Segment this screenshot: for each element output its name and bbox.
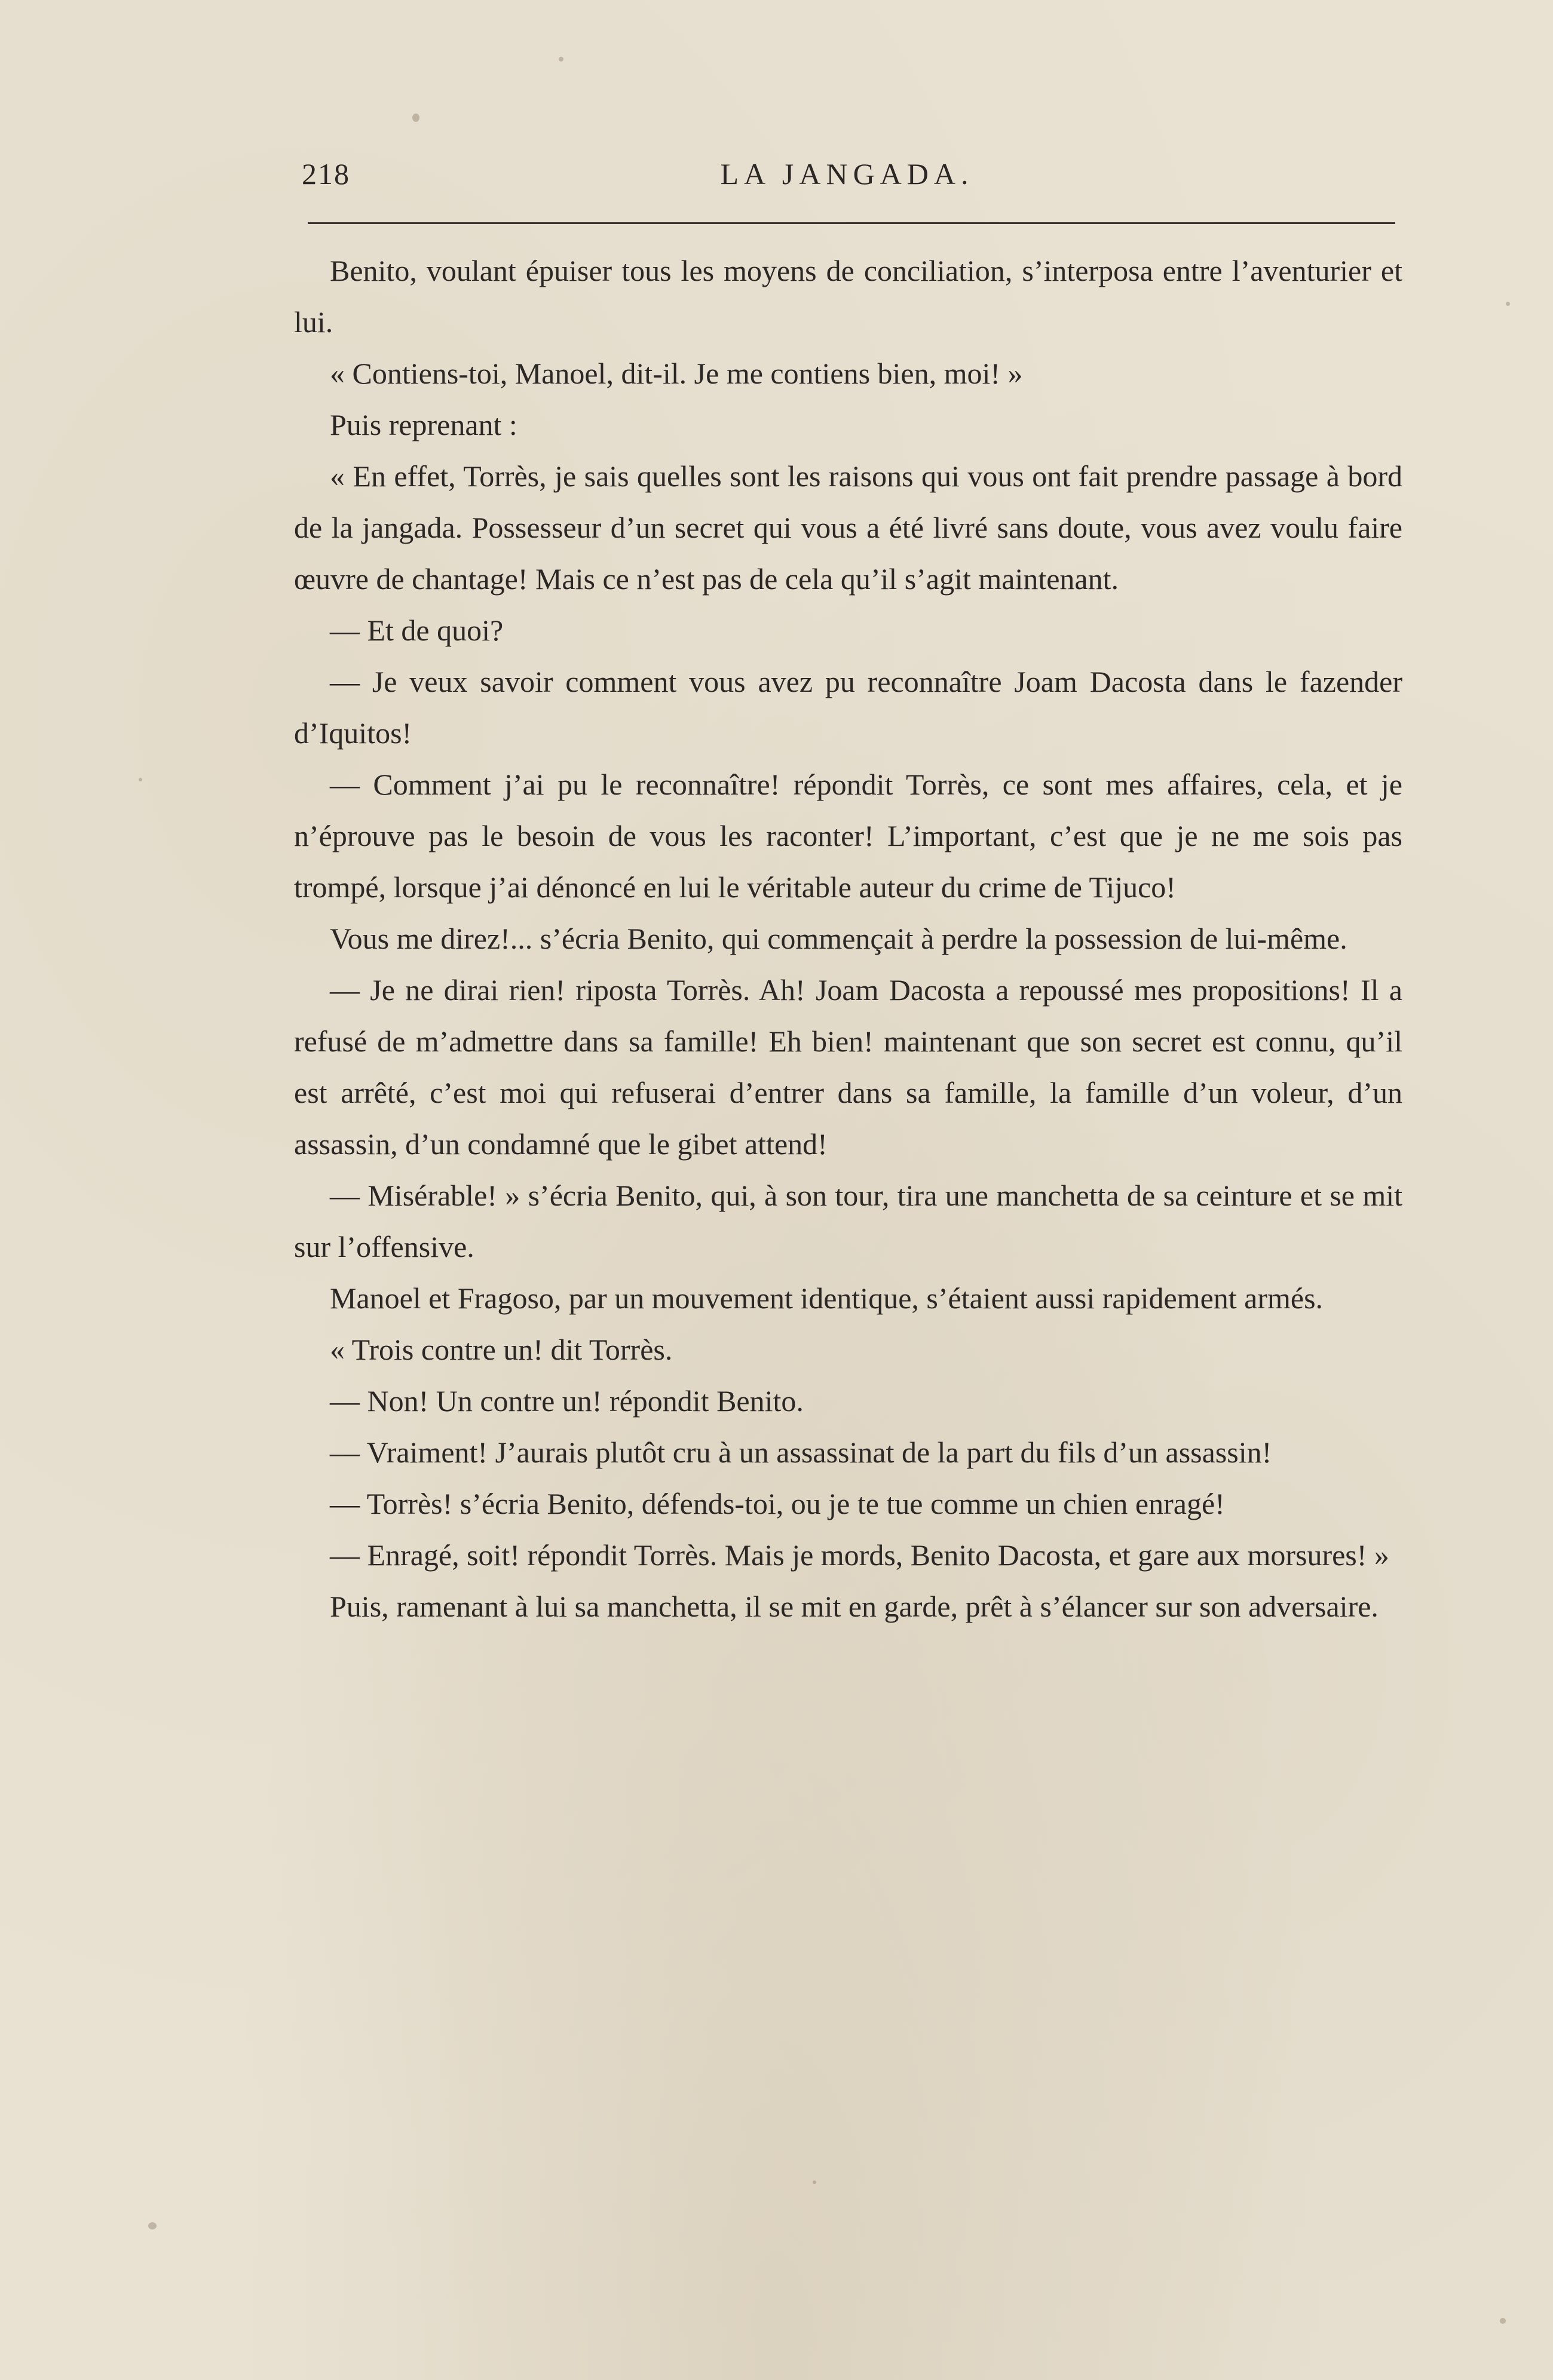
paper-speck	[559, 57, 563, 62]
header-rule	[308, 222, 1395, 224]
paper-speck	[412, 114, 419, 122]
paragraph: — Vraiment! J’aurais plutôt cru à un assassinat de la part du fils d’un assassin!	[330, 1436, 1272, 1469]
paragraph: — Je ne dirai rien! riposta Torrès. Ah! Joam Dacosta a repoussé mes propositions! Il a refusé de m’admettre dans sa famille! Eh bien! maintenant que son secret est connu, qu’il est arrêté, c’est moi qui refuserai d’entrer dans sa famille, la famille d’un voleur, d’un assassin, d’un condamné que le gibet attend!	[294, 973, 1402, 1161]
paragraph: « En effet, Torrès, je sais quelles sont les raisons qui vous ont fait prendre passage à bord de la jangada. Possesseur d’un secret qui vous a été livré sans doute, vous avez voulu faire œuvre de chantage! Mais ce n’est pas de cela qu’il s’agit maintenant.	[294, 459, 1402, 596]
paragraph: — Non! Un contre un! répondit Benito.	[330, 1384, 804, 1418]
paper-speck	[148, 2222, 157, 2229]
paragraph: — Enragé, soit! répondit Torrès. Mais je mords, Benito Dacosta, et gare aux morsures! »	[330, 1538, 1389, 1572]
paragraph: — Misérable! » s’écria Benito, qui, à son tour, tira une manchetta de sa ceinture et se mit sur l’offensive.	[294, 1179, 1402, 1263]
paragraph: Vous me direz!... s’écria Benito, qui commençait à perdre la possession de lui-même.	[330, 922, 1347, 955]
paragraph: — Et de quoi?	[330, 614, 504, 647]
paragraph: — Torrès! s’écria Benito, défends-toi, ou je te tue comme un chien enragé!	[330, 1487, 1225, 1520]
paragraph: Benito, voulant épuiser tous les moyens de conciliation, s’interposa entre l’aventurier et lui.	[294, 254, 1402, 339]
paper-speck	[139, 778, 142, 781]
paragraph: « Contiens-toi, Manoel, dit-il. Je me contiens bien, moi! »	[330, 357, 1023, 390]
page-header	[296, 157, 1398, 198]
page-number: 218	[302, 157, 350, 191]
paper-speck	[1500, 2318, 1506, 2324]
paragraph: Manoel et Fragoso, par un mouvement identique, s’étaient aussi rapidement armés.	[330, 1281, 1324, 1315]
paragraph: Puis, ramenant à lui sa manchetta, il se mit en garde, prêt à s’élancer sur son adversaire.	[330, 1590, 1379, 1623]
paper-speck	[1506, 302, 1510, 306]
paragraph: Puis reprenant :	[330, 408, 517, 441]
paragraph: — Comment j’ai pu le reconnaître! répondit Torrès, ce sont mes affaires, cela, et je n’éprouve pas le besoin de vous les raconter! L’important, c’est que je ne me sois pas trompé, lorsque j’ai dénoncé en lui le véritable auteur du crime de Tijuco!	[294, 768, 1402, 904]
running-title: LA JANGADA.	[720, 157, 974, 191]
paragraph: « Trois contre un! dit Torrès.	[330, 1333, 673, 1366]
paper-speck	[813, 2180, 816, 2184]
paragraph: — Je veux savoir comment vous avez pu reconnaître Joam Dacosta dans le fazender d’Iquitos!	[294, 665, 1402, 750]
body-text	[294, 245, 1402, 1632]
